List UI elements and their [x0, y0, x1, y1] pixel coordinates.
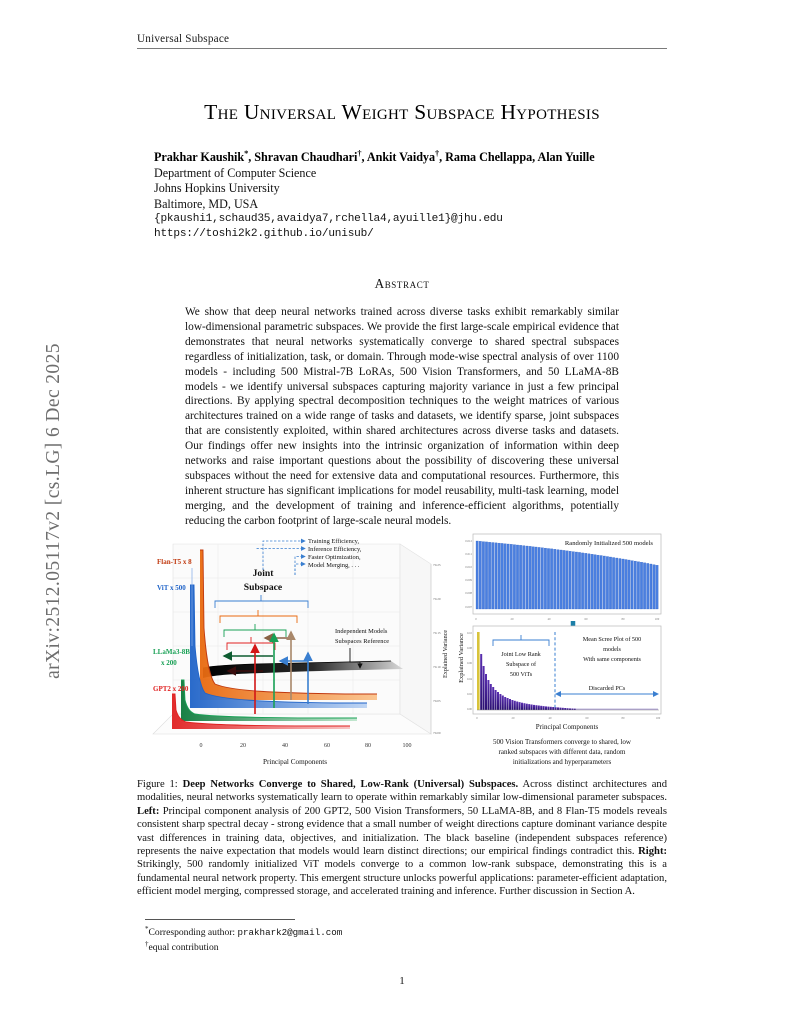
xtick-20: 20: [240, 743, 246, 749]
svg-text:80: 80: [621, 716, 625, 720]
right-top-subplot: [465, 534, 661, 621]
affiliation-city: Baltimore, MD, USA: [154, 196, 259, 211]
authors-block: [154, 149, 674, 241]
benefit-1: Training Efficiency,: [308, 538, 360, 545]
svg-text:0: 0: [476, 716, 478, 720]
svg-text:0.00: 0.00: [466, 707, 472, 711]
figure-caption-right-label: Right:: [638, 845, 667, 857]
figure-caption-left-label: Left:: [137, 805, 160, 817]
joint-lowrank-line3: 500 ViTs: [509, 671, 533, 678]
svg-text:0.008: 0.008: [465, 591, 472, 595]
svg-text:0.007: 0.007: [465, 605, 472, 609]
author-names: Prakhar Kaushik*, Shravan Chaudhari†, Ankit Vaidya†, Rama Chellappa, Alan Yuille: [154, 149, 595, 165]
svg-text:60: 60: [584, 617, 588, 621]
footnote-equal-text: equal contribution: [148, 942, 219, 954]
xtick-40: 40: [282, 743, 288, 749]
svg-text:70.10: 70.10: [433, 665, 441, 669]
svg-text:80: 80: [621, 617, 625, 621]
abstract-heading: Abstract: [374, 276, 430, 291]
figure-left-panel: [145, 528, 450, 772]
xtick-100: 100: [402, 743, 412, 749]
page-content: [137, 0, 667, 1036]
abstract-body: We show that deep neural networks trained across diverse tasks exhibit remarkably similar low-dimensional parametric subspaces. We provide the first large-scale empirical evidence that demonstrates that neural networks systematically converge to shared spectral subspaces regardless of initialization, task, or domain. Through mode-wise spectral analysis of over 1100 models - including 500 Mistral-7B LoRAs, 500 Vision Transformers, and 50 LLaMA-8B models - we identify universal subspaces capturing majority variance in just a few principal directions. By applying spectral decomposition techniques to the weight matrices of various architectures trained on a wide range of tasks and datasets, we identify sparse, joint subspaces that are consistently exploited, within shared architectures across diverse tasks and datasets. Our findings offer new insights into the intrinsic organization of information within deep networks and raise important questions about the possibility of discovering these universal subspaces without the need for extensive data and computational resources. Furthermore, this inherent structure has significant implications for model reusability, multi-task learning, model merging, and the development of training and inference-efficient algorithms, potentially reducing the carbon footprint of large-scale neural models.: [185, 306, 619, 527]
running-head: [137, 33, 667, 49]
independent-ref-line2: Subspaces Reference: [335, 638, 390, 645]
benefit-3: Faster Optimization,: [308, 554, 361, 561]
footnote-rule: [145, 919, 295, 920]
joint-lowrank-line2: Subspace of: [505, 661, 537, 668]
project-url[interactable]: https://toshi2k2.github.io/unisub/: [154, 227, 374, 240]
mean-scree-line3: With same components: [583, 656, 641, 663]
svg-text:0.04: 0.04: [466, 677, 472, 681]
x-axis: [200, 743, 412, 766]
right-top-title: Randomly Initialized 500 models: [564, 540, 653, 547]
svg-text:0: 0: [475, 617, 477, 621]
running-head-rule: [137, 48, 667, 49]
svg-text:20: 20: [511, 716, 515, 720]
svg-text:0.012: 0.012: [465, 539, 472, 543]
figure-caption-title: Deep Networks Converge to Shared, Low-Rank (Universal) Subspaces.: [182, 779, 519, 790]
legend-llama3-line2: x 200: [161, 659, 177, 667]
affiliation-department: Department of Computer Science: [154, 165, 317, 180]
right-y-axis-label: Explained Variance: [458, 633, 465, 683]
figure-caption-part1: Across distinct architectures and modalities, neural networks systematically learn to operate within remarkably similar low-dimensional parameter subspaces.: [137, 779, 667, 804]
left-scree-chart: [145, 528, 450, 772]
svg-text:Explained Variance: Explained Variance: [442, 629, 449, 678]
mean-scree-line2: models: [603, 646, 621, 653]
legend-gpt2: GPT2 x 200: [153, 685, 189, 693]
subcaption-line2: ranked subspaces with different data, random: [498, 748, 626, 756]
svg-text:0.009: 0.009: [465, 578, 472, 582]
discarded-pcs-label: Discarded PCs: [588, 685, 626, 692]
independent-ref-line1: Independent Models: [335, 628, 388, 635]
svg-text:40: 40: [548, 716, 552, 720]
legend-llama3-line1: LLaMa3-8B: [153, 648, 190, 656]
page-number: 1: [399, 975, 405, 987]
svg-text:0.06: 0.06: [466, 661, 472, 665]
figure-subcaption: [493, 738, 632, 766]
svg-text:0.010: 0.010: [465, 565, 472, 569]
page-title: The Universal Weight Subspace Hypothesis: [204, 100, 600, 124]
subcaption-line1: 500 Vision Transformers converge to shared, low: [493, 738, 631, 746]
figure-caption-label: Figure 1:: [137, 779, 178, 790]
xtick-0: 0: [199, 743, 203, 749]
right-x-axis-label: Principal Components: [535, 723, 599, 731]
legend-vit: ViT x 500: [157, 584, 186, 592]
footnote-corresponding-email[interactable]: prakhark2@gmail.com: [237, 927, 343, 939]
right-bottom-subplot: [467, 626, 661, 731]
footnotes: [145, 919, 445, 955]
joint-subspace-line1: Joint: [252, 568, 274, 579]
running-head-text: Universal Subspace: [137, 33, 230, 45]
svg-text:40: 40: [547, 617, 551, 621]
y-axis-right: [431, 563, 449, 735]
affiliation-university: Johns Hopkins University: [154, 181, 280, 196]
figure-right-panel: [457, 528, 667, 772]
highlight-pc1: [477, 632, 480, 710]
figure-caption-part3: Strikingly, 500 randomly initialized ViT models converge to a common low-rank subspace, demonstrating this is a fundamental neural network property. This emergent structure unlocks powerful applications: parameter-efficient adaptation, efficient model merging, compressed storage, and accelerated training and inference. Further discussion in Section A.: [137, 859, 667, 898]
footnote-equal-contribution: [145, 940, 445, 955]
footnote-corresponding-text: Corresponding author:: [148, 927, 238, 939]
svg-text:70.25: 70.25: [433, 563, 441, 567]
benefit-2: Inference Efficiency,: [308, 546, 362, 553]
svg-text:70.15: 70.15: [433, 631, 441, 635]
svg-text:0.10: 0.10: [466, 631, 472, 635]
xtick-80: 80: [365, 743, 371, 749]
footnote-marker-star: *: [145, 925, 149, 933]
joint-lowrank-line1: Joint Low Rank: [501, 651, 541, 658]
mean-scree-line1: Mean Scree Plot of 500: [582, 636, 642, 643]
xtick-60: 60: [324, 743, 330, 749]
svg-text:100: 100: [654, 617, 660, 621]
svg-text:70.05: 70.05: [433, 699, 441, 703]
footnote-corresponding-author: [145, 925, 445, 940]
svg-text:60: 60: [585, 716, 589, 720]
arxiv-stamp-text: arXiv:2512.05117v2 [cs.LG] 6 Dec 2025: [43, 343, 64, 679]
subcaption-line3: initializations and hyperparameters: [512, 758, 612, 766]
svg-text:0.02: 0.02: [466, 692, 472, 696]
figure-caption: [137, 778, 667, 899]
author-emails: {pkaushi1,schaud35,avaidya7,rchella4,ayuille1}@jhu.edu: [154, 213, 503, 226]
figure-1: [145, 528, 667, 772]
svg-text:70.20: 70.20: [433, 597, 441, 601]
svg-text:100: 100: [655, 716, 661, 720]
benefit-4: Model Merging, . . .: [308, 562, 360, 569]
footnote-marker-dagger: †: [145, 940, 149, 949]
right-vit-chart: [457, 528, 667, 772]
joint-subspace-line2: Subspace: [243, 582, 283, 593]
arxiv-stamp: [0, 0, 62, 1036]
svg-text:0.011: 0.011: [465, 552, 472, 556]
svg-text:70.00: 70.00: [433, 731, 441, 735]
svg-text:0.08: 0.08: [466, 646, 472, 650]
benefit-list: [308, 538, 362, 569]
figure-caption-part2: Principal component analysis of 200 GPT2, 500 Vision Transformers, 50 LLaMA-8B, and 8 Flan-T5 models reveals consistent sharp spectral decay - strong evidence that a small number of weight directions capture dominant variance despite vast differences in training data, objectives, and initialization. The black baseline (independent subspaces reference) represents the naive expectation that models would learn distinct directions; our empirical findings contradict this.: [137, 805, 667, 857]
svg-text:20: 20: [510, 617, 514, 621]
legend-flan-t5: Flan-T5 x 8: [157, 558, 192, 566]
x-axis-label: Principal Components: [262, 758, 328, 766]
